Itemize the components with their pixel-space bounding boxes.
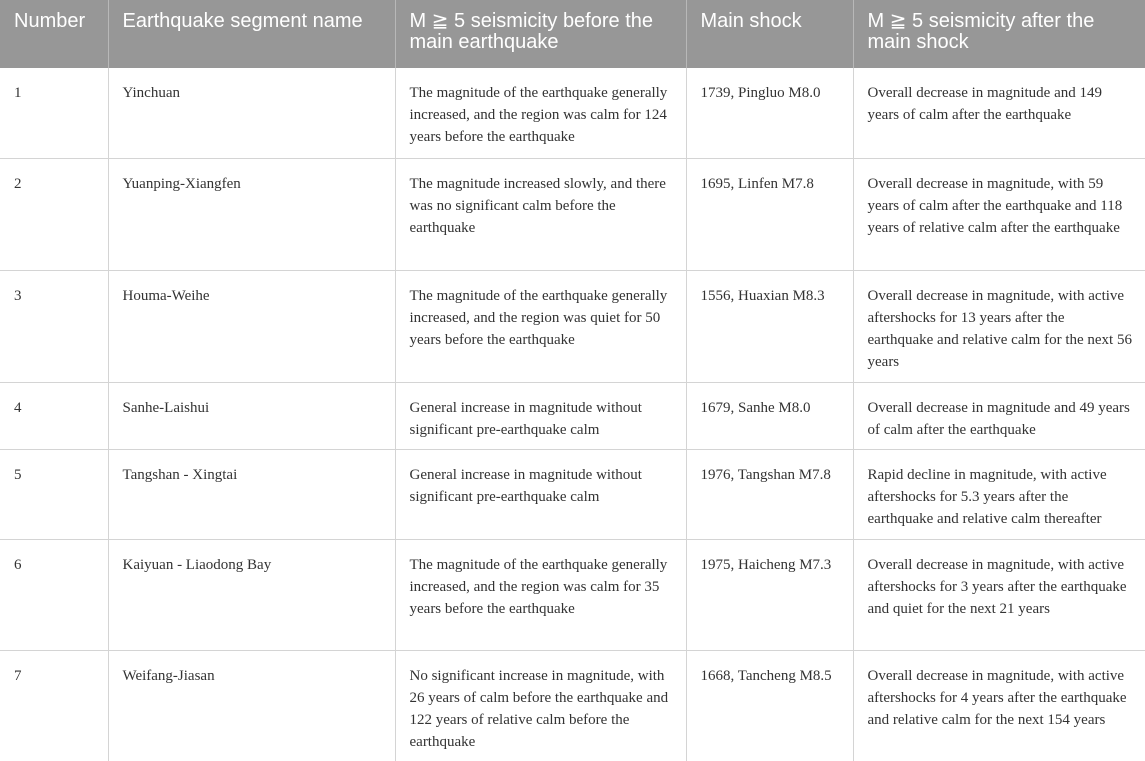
cell-number: 3: [0, 270, 108, 382]
cell-main-shock: 1695, Linfen M7.8: [686, 158, 853, 270]
cell-seismicity-after: Overall decrease in magnitude, with active aftershocks for 4 years after the earthquake and relative calm for the next 154 years: [867, 667, 1127, 728]
cell-main-shock: 1668, Tancheng M8.5: [686, 650, 853, 761]
table-row: [0, 382, 1145, 449]
cell-segment-name: Kaiyuan - Liaodong Bay: [108, 539, 395, 650]
table-row: [0, 68, 1145, 158]
table-header: [0, 0, 1145, 68]
cell-seismicity-before: The magnitude of the earthquake generally increased, and the region was calm for 35 years before the earthquake: [395, 539, 686, 650]
cell-segment-name: Yuanping-Xiangfen: [108, 158, 395, 270]
cell-seismicity-before: No significant increase in magnitude, with 26 years of calm before the earthquake and 122 years of relative calm before the earthquake: [395, 650, 686, 761]
cell-main-shock: 1556, Huaxian M8.3: [686, 270, 853, 382]
cell-main-shock: 1976, Tangshan M7.8: [686, 449, 853, 539]
table-row: [0, 539, 1145, 650]
header-segment-name: Earthquake segment name: [108, 0, 395, 68]
table-row: [0, 158, 1145, 270]
cell-seismicity-before: General increase in magnitude without significant pre-earthquake calm: [395, 449, 686, 539]
cell-seismicity-after: Rapid decline in magnitude, with active aftershocks for 5.3 years after the earthquake and relative calm thereafter: [853, 449, 1145, 539]
cell-number: 4: [0, 382, 108, 449]
table-row: [0, 270, 1145, 382]
cell-number: 1: [0, 68, 108, 158]
cell-seismicity-after: Overall decrease in magnitude, with 59 years of calm after the earthquake and 118 years of relative calm after the earthquake: [853, 158, 1145, 270]
header-row: [0, 0, 1145, 68]
cell-seismicity-before: The magnitude of the earthquake generally increased, and the region was calm for 124 years before the earthquake: [395, 68, 686, 158]
header-number: Number: [0, 0, 108, 68]
cell-number: 7: [0, 650, 108, 761]
cell-segment-name: Sanhe-Laishui: [108, 382, 395, 449]
cell-main-shock: 1975, Haicheng M7.3: [686, 539, 853, 650]
cell-seismicity-before: General increase in magnitude without significant pre-earthquake calm: [395, 382, 686, 449]
cell-main-shock: 1739, Pingluo M8.0: [686, 68, 853, 158]
cell-seismicity-before: The magnitude increased slowly, and there was no significant calm before the earthquake: [395, 158, 686, 270]
cell-seismicity-before: The magnitude of the earthquake generally increased, and the region was quiet for 50 years before the earthquake: [395, 270, 686, 382]
header-seismicity-before: M ≧ 5 seismicity before the main earthquake: [395, 0, 686, 68]
cell-segment-name: Tangshan - Xingtai: [108, 449, 395, 539]
table-row: [0, 650, 1145, 761]
table-body: [0, 68, 1145, 761]
cell-seismicity-after: Overall decrease in magnitude and 149 years of calm after the earthquake: [853, 68, 1145, 158]
cell-segment-name: Houma-Weihe: [108, 270, 395, 382]
cell-number: 5: [0, 449, 108, 539]
cell-seismicity-after: Overall decrease in magnitude, with active aftershocks for 3 years after the earthquake and quiet for the next 21 years: [853, 539, 1145, 650]
table-row: [0, 449, 1145, 539]
cell-number: 2: [0, 158, 108, 270]
header-main-shock: Main shock: [686, 0, 853, 68]
header-seismicity-after: M ≧ 5 seismicity after the main shock: [853, 0, 1145, 68]
cell-segment-name: Weifang-Jiasan: [108, 650, 395, 761]
cell-main-shock: 1679, Sanhe M8.0: [686, 382, 853, 449]
cell-segment-name: Yinchuan: [108, 68, 395, 158]
cell-seismicity-after: Overall decrease in magnitude, with active aftershocks for 13 years after the earthquake and relative calm for the next 56 years: [853, 270, 1145, 382]
cell-seismicity-after: Overall decrease in magnitude and 49 years of calm after the earthquake: [853, 382, 1145, 449]
cell-number: 6: [0, 539, 108, 650]
